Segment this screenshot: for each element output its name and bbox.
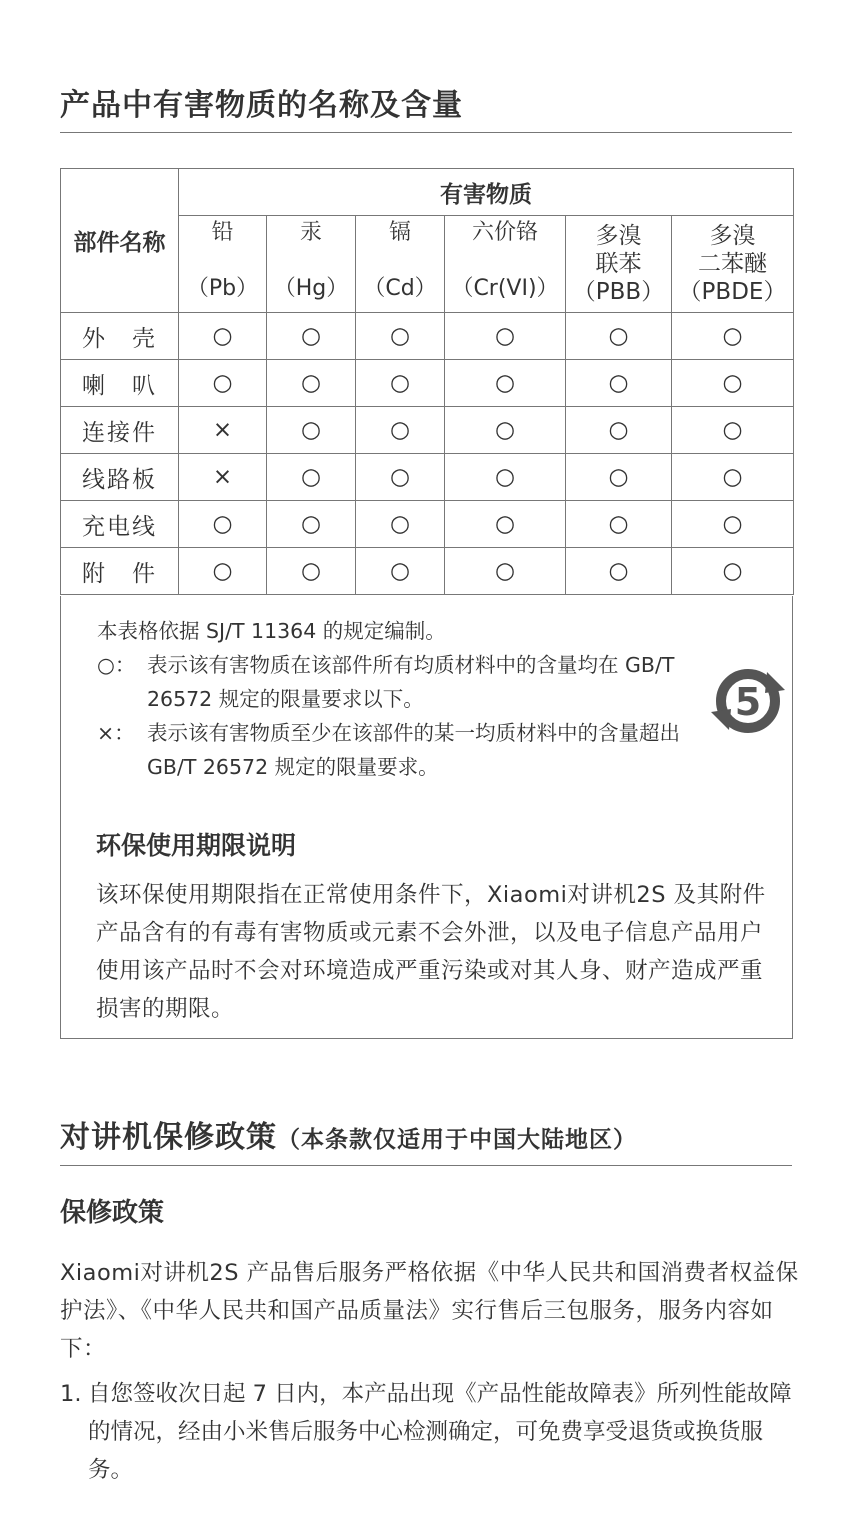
hazardous-substances-table (60, 168, 794, 595)
circle-mark: ○ (389, 558, 411, 585)
cross-symbol: ×： (97, 721, 135, 745)
circle-mark: ○ (722, 323, 743, 350)
substance-name: 镉 (388, 220, 411, 245)
page-title: 产品中有害物质的名称及含量 (60, 88, 463, 123)
substance-mark-cell (445, 548, 566, 595)
substance-mark-cell (672, 501, 794, 548)
table-row (61, 548, 794, 595)
substance-mark-cell (356, 454, 445, 501)
circle-mark: ○ (494, 417, 516, 444)
circle-mark: ○ (608, 464, 629, 491)
warranty-title (60, 1112, 637, 1156)
circle-mark: ○ (494, 323, 516, 350)
substance-symbol: （Cr(VI)） (451, 276, 559, 301)
substance-symbol: （PBB） (572, 279, 665, 305)
part-name-cell: 喇 叭 (61, 360, 179, 407)
substance-name: 六价铬 (471, 220, 538, 245)
substance-mark-cell (672, 313, 794, 360)
substance-header (672, 216, 794, 313)
substance-mark-cell (445, 360, 566, 407)
substance-symbol: （Cd） (363, 276, 437, 301)
substance-mark-cell (672, 454, 794, 501)
circle-mark: ○ (494, 370, 516, 397)
circle-mark: ○ (389, 511, 411, 538)
substance-name-line1: 多溴 (595, 223, 642, 249)
substance-mark-cell (356, 313, 445, 360)
warranty-intro: Xiaomi对讲机2S 产品售后服务严格依据《中华人民共和国消费者权益保护法》、《中华人民共和国产品质量法》实行售后三包服务，服务内容如下： (60, 1260, 799, 1362)
cross-mark: × (212, 464, 233, 491)
cross-legend (97, 716, 757, 784)
circle-mark: ○ (389, 464, 411, 491)
part-name-cell: 线路板 (61, 454, 179, 501)
circle-mark: ○ (494, 511, 516, 538)
circle-mark: ○ (300, 323, 322, 350)
circle-symbol: ○： (97, 653, 136, 677)
substance-mark-cell (267, 360, 356, 407)
circle-mark: ○ (389, 417, 411, 444)
substance-header (566, 216, 672, 313)
cross-legend-text: 表示该有害物质至少在该部件的某一均质材料中的含量超出 GB/T 26572 规定的限量要求。 (147, 721, 680, 779)
circle-mark: ○ (608, 323, 629, 350)
substance-mark-cell (566, 360, 672, 407)
substance-mark-cell (672, 360, 794, 407)
circle-mark: ○ (494, 464, 516, 491)
item-number: 1. (60, 1381, 82, 1407)
substance-symbol: （Hg） (273, 276, 349, 301)
substance-name: 汞 (299, 220, 322, 245)
circle-mark: ○ (300, 511, 322, 538)
substance-mark-cell (267, 501, 356, 548)
circle-mark: ○ (608, 558, 629, 585)
efup-title: 环保使用期限说明 (96, 831, 297, 860)
circle-legend-text: 表示该有害物质在该部件所有均质材料中的含量均在 GB/T 26572 规定的限量要求以下。 (147, 653, 675, 711)
circle-legend (97, 648, 757, 716)
cross-mark: × (212, 417, 233, 444)
circle-mark: ○ (608, 370, 629, 397)
substance-mark-cell (267, 313, 356, 360)
circle-mark: ○ (722, 558, 743, 585)
table-basis-note: 本表格依据 SJ/T 11364 的规定编制。 (97, 619, 446, 643)
warranty-title-main: 对讲机保修政策 (60, 1120, 277, 1155)
circle-mark: ○ (212, 323, 233, 350)
part-name-header: 部件名称 (61, 169, 179, 313)
circle-mark: ○ (212, 511, 233, 538)
warranty-divider (60, 1165, 792, 1166)
efup-text: 该环保使用期限指在正常使用条件下，Xiaomi对讲机2S 及其附件产品含有的有毒有害物质或元素不会外泄，以及电子信息产品用户使用该产品时不会对环境造成严重污染或对其人身、财产造成严重损害的期限。 (96, 882, 766, 1022)
substance-mark-cell (179, 454, 267, 501)
item-text: 自您签收次日起 7 日内，本产品出现《产品性能故障表》所列性能故障的情况，经由小米售后服务中心检测确定，可免费享受退货或换货服务。 (88, 1381, 792, 1483)
substance-header (356, 216, 445, 313)
substance-mark-cell (179, 548, 267, 595)
substance-mark-cell (356, 548, 445, 595)
substance-mark-cell (356, 360, 445, 407)
logo-number: 5 (734, 680, 762, 724)
warranty-subtitle: 保修政策 (60, 1198, 165, 1228)
circle-mark: ○ (300, 417, 322, 444)
substance-mark-cell (566, 407, 672, 454)
substance-mark-cell (179, 407, 267, 454)
substance-header (445, 216, 566, 313)
substance-mark-cell (445, 454, 566, 501)
substance-header (267, 216, 356, 313)
substance-mark-cell (672, 407, 794, 454)
table-row (61, 501, 794, 548)
title-divider (60, 132, 792, 133)
substance-symbol: （PBDE） (678, 279, 787, 305)
substance-mark-cell (267, 548, 356, 595)
substance-mark-cell (179, 360, 267, 407)
substance-mark-cell (566, 548, 672, 595)
substance-name-line1: 多溴 (709, 223, 756, 249)
circle-mark: ○ (389, 370, 411, 397)
substance-mark-cell (179, 313, 267, 360)
substance-mark-cell (566, 313, 672, 360)
substance-mark-cell (445, 407, 566, 454)
substance-mark-cell (445, 313, 566, 360)
warranty-title-note: （本条款仅适用于中国大陆地区） (277, 1127, 637, 1153)
circle-mark: ○ (608, 511, 629, 538)
circle-mark: ○ (212, 558, 233, 585)
circle-mark: ○ (212, 370, 233, 397)
circle-mark: ○ (389, 323, 411, 350)
substance-mark-cell (672, 548, 794, 595)
part-name-cell: 充电线 (61, 501, 179, 548)
substance-name-line2: 联苯 (595, 251, 642, 277)
circle-mark: ○ (722, 511, 743, 538)
circle-mark: ○ (300, 558, 322, 585)
part-name-cell: 外 壳 (61, 313, 179, 360)
substance-mark-cell (356, 407, 445, 454)
substance-mark-cell (356, 501, 445, 548)
table-row (61, 360, 794, 407)
circle-mark: ○ (300, 370, 322, 397)
substance-mark-cell (179, 501, 267, 548)
table-row (61, 407, 794, 454)
environment-friendly-use-period-logo (707, 660, 789, 742)
substance-name: 铅 (211, 220, 234, 245)
substance-mark-cell (267, 454, 356, 501)
circle-mark: ○ (722, 370, 743, 397)
substance-mark-cell (445, 501, 566, 548)
substance-symbol: （Pb） (186, 276, 259, 301)
table-row (61, 454, 794, 501)
substance-name-line2: 二苯醚 (698, 251, 767, 277)
circle-mark: ○ (494, 558, 516, 585)
substance-mark-cell (566, 454, 672, 501)
part-name-cell: 连接件 (61, 407, 179, 454)
substance-header (179, 216, 267, 313)
substance-mark-cell (566, 501, 672, 548)
circle-mark: ○ (608, 417, 629, 444)
table-row (61, 313, 794, 360)
substance-mark-cell (267, 407, 356, 454)
circle-mark: ○ (722, 417, 743, 444)
part-name-cell: 附 件 (61, 548, 179, 595)
substance-group-header: 有害物质 (179, 169, 794, 216)
circle-mark: ○ (722, 464, 743, 491)
circle-mark: ○ (300, 464, 322, 491)
